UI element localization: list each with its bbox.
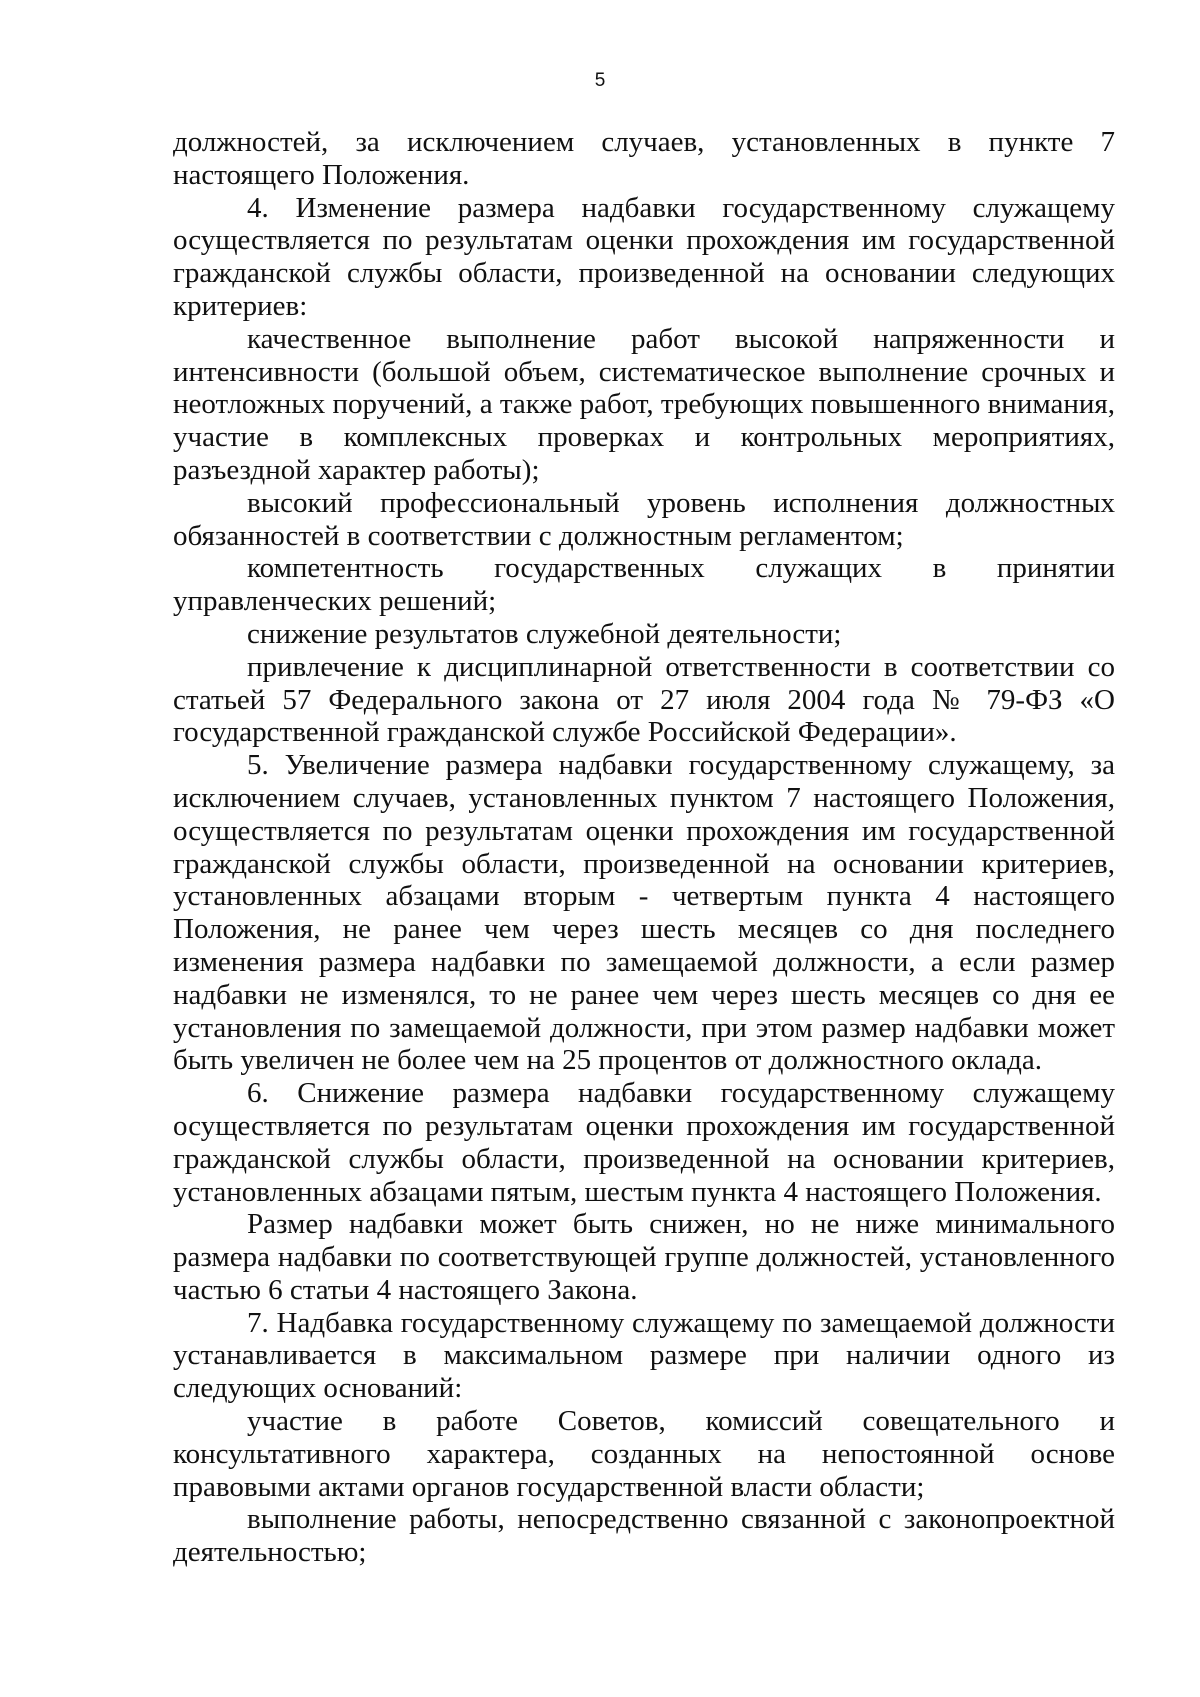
- paragraph: компетентность государственных служащих в принятии управленческих решений;: [173, 552, 1115, 618]
- paragraph: 6. Снижение размера надбавки государственному служащему осуществляется по результатам оценки прохождения им государственной гражданской службы области, произведенной на основании критериев, установленных абзацами пятым, шестым пункта 4 настоящего Положения.: [173, 1077, 1115, 1208]
- paragraph: привлечение к дисциплинарной ответственности в соответствии со статьей 57 Федерального закона от 27 июля 2004 года № 79-ФЗ «О государственной гражданской службе Российской Федерации».: [173, 650, 1115, 749]
- paragraph: 7. Надбавка государственному служащему по замещаемой должности устанавливается в максимальном размере при наличии одного из следующих оснований:: [173, 1306, 1115, 1405]
- paragraph: снижение результатов служебной деятельности;: [247, 617, 842, 650]
- paragraph: 4. Изменение размера надбавки государственному служащему осуществляется по результатам оценки прохождения им государственной гражданской службы области, произведенной на основании следующих критериев:: [173, 191, 1115, 322]
- paragraph: Размер надбавки может быть снижен, но не ниже минимального размера надбавки по соответствующей группе должностей, установленного частью 6 статьи 4 настоящего Закона.: [173, 1208, 1115, 1306]
- paragraph: высокий профессиональный уровень исполнения должностных обязанностей в соответствии с должностным регламентом;: [173, 486, 1115, 552]
- paragraph: выполнение работы, непосредственно связанной с законопроектной деятельностью;: [173, 1503, 1115, 1569]
- paragraph: 5. Увеличение размера надбавки государственному служащему, за исключением случаев, установленных пунктом 7 настоящего Положения, осуществляется по результатам оценки прохождения им государственной гражданской службы области, произведенной на основании критериев, установленных абзацами вторым - четвертым пункта 4 настоящего Положения, не ранее чем через шесть месяцев со дня последнего изменения размера надбавки по замещаемой должности, а если размер надбавки не изменялся, то не ранее чем через шесть месяцев со дня ее установления по замещаемой должности, при этом размер надбавки может быть увеличен не более чем на 25 процентов от должностного оклада.: [173, 749, 1115, 1077]
- paragraph: участие в работе Советов, комиссий совещательного и консультативного характера, созданных на непостоянной основе правовыми актами органов государственной власти области;: [173, 1405, 1115, 1503]
- paragraph: качественное выполнение работ высокой напряженности и интенсивности (большой объем, систематическое выполнение срочных и неотложных поручений, а также работ, требующих повышенного внимания, участие в комплексных проверках и контрольных мероприятиях, разъездной характер работы);: [173, 322, 1115, 486]
- document-body: [173, 126, 1115, 1569]
- page-number: 5: [594, 70, 606, 91]
- paragraph: должностей, за исключением случаев, установленных в пункте 7 настоящего Положения.: [173, 126, 1115, 191]
